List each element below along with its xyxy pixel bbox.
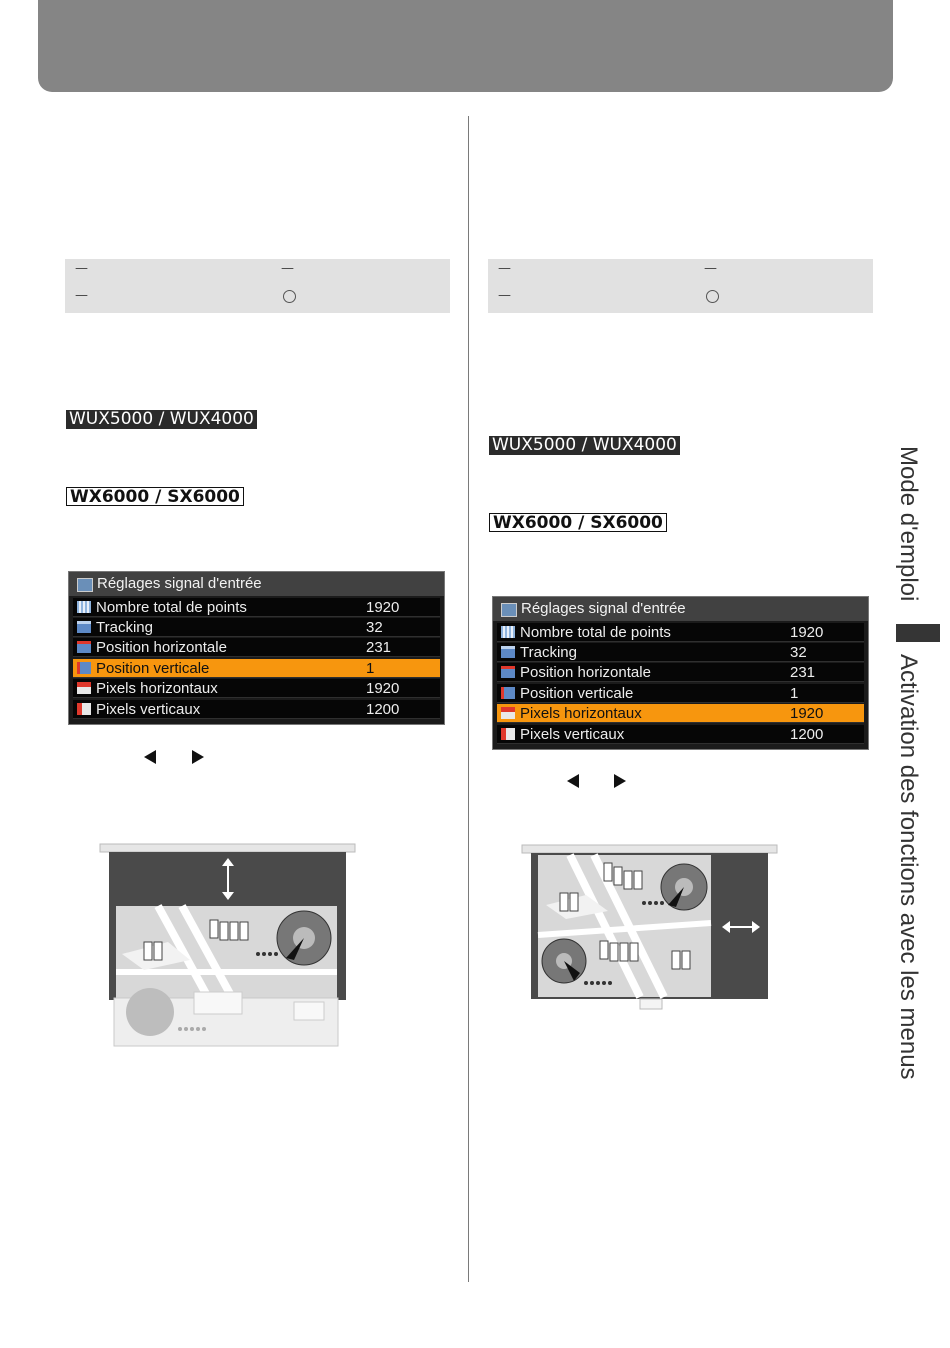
row-label: Position verticale bbox=[520, 685, 634, 702]
menu-title-bar bbox=[493, 597, 868, 621]
menu-row-total-points[interactable] bbox=[497, 623, 864, 642]
signal-settings-icon bbox=[501, 603, 517, 617]
vertical-pixels-icon bbox=[77, 703, 91, 715]
signal-settings-icon bbox=[77, 578, 93, 592]
horizontal-pixels-icon bbox=[77, 682, 91, 694]
right-availability-table bbox=[488, 259, 873, 313]
right-table-r2c1: — bbox=[498, 288, 511, 303]
row-label: Pixels verticaux bbox=[520, 726, 625, 743]
menu-row-horizontal-pixels[interactable] bbox=[73, 679, 440, 698]
points-icon bbox=[77, 601, 91, 613]
menu-row-vertical-pixels[interactable] bbox=[73, 700, 440, 719]
menu-row-vertical-pixels[interactable] bbox=[497, 725, 864, 744]
column-divider bbox=[468, 116, 469, 1282]
left-model-badge-wux: WUX5000 / WUX4000 bbox=[66, 410, 257, 429]
row-value: 1200 bbox=[366, 701, 400, 718]
right-arrow-icon bbox=[614, 774, 626, 788]
left-arrow-icon bbox=[567, 774, 579, 788]
horizontal-position-icon bbox=[77, 641, 91, 653]
row-label: Pixels verticaux bbox=[96, 701, 201, 718]
row-label: Pixels horizontaux bbox=[520, 705, 642, 722]
available-circle-icon bbox=[706, 290, 719, 303]
left-arrow-icon bbox=[144, 750, 156, 764]
side-tabs bbox=[886, 446, 938, 1106]
row-value: 32 bbox=[790, 644, 807, 661]
left-table-r1c1: — bbox=[75, 261, 88, 276]
menu-row-horizontal-position[interactable] bbox=[73, 638, 440, 657]
right-input-signal-menu bbox=[492, 596, 869, 750]
row-value: 1920 bbox=[366, 680, 400, 697]
menu-row-total-points[interactable] bbox=[73, 598, 440, 617]
vertical-position-icon bbox=[501, 687, 515, 699]
tracking-icon bbox=[77, 621, 91, 633]
right-arrow-icon bbox=[192, 750, 204, 764]
menu-row-tracking[interactable] bbox=[73, 618, 440, 637]
right-table-r1c1: — bbox=[498, 261, 511, 276]
menu-row-vertical-position[interactable] bbox=[497, 684, 864, 703]
menu-row-tracking[interactable] bbox=[497, 643, 864, 662]
right-model-badge-wx: WX6000 / SX6000 bbox=[489, 513, 667, 532]
row-label: Position horizontale bbox=[96, 639, 227, 656]
left-availability-table bbox=[65, 259, 450, 313]
horizontal-pixels-illustration bbox=[520, 843, 782, 1015]
points-icon bbox=[501, 626, 515, 638]
row-value: 1920 bbox=[366, 599, 400, 616]
side-tab-menus[interactable]: Activation des fonctions avec les menus bbox=[895, 654, 922, 1080]
available-circle-icon bbox=[283, 290, 296, 303]
row-label: Position verticale bbox=[96, 660, 210, 677]
tracking-icon bbox=[501, 646, 515, 658]
row-label: Tracking bbox=[96, 619, 153, 636]
row-value: 32 bbox=[366, 619, 383, 636]
row-label: Tracking bbox=[520, 644, 577, 661]
menu-row-vertical-position[interactable] bbox=[73, 659, 440, 678]
vertical-pixels-icon bbox=[501, 728, 515, 740]
menu-row-horizontal-position[interactable] bbox=[497, 663, 864, 682]
row-value: 231 bbox=[790, 664, 816, 681]
side-tab-mode-emploi[interactable]: Mode d'emploi bbox=[895, 446, 922, 602]
menu-title: Réglages signal d'entrée bbox=[97, 575, 262, 592]
menu-title: Réglages signal d'entrée bbox=[521, 600, 686, 617]
row-value: 1920 bbox=[790, 705, 824, 722]
row-value: 1 bbox=[366, 660, 375, 677]
row-label: Nombre total de points bbox=[96, 599, 247, 616]
row-value: 231 bbox=[366, 639, 392, 656]
menu-row-horizontal-pixels[interactable] bbox=[497, 704, 864, 723]
right-model-badge-wux: WUX5000 / WUX4000 bbox=[489, 436, 680, 455]
right-table-r1c2: — bbox=[704, 261, 717, 276]
row-value: 1200 bbox=[790, 726, 824, 743]
side-tab-separator bbox=[896, 624, 940, 642]
menu-title-bar bbox=[69, 572, 444, 596]
chapter-header-band bbox=[38, 0, 893, 92]
row-label: Position horizontale bbox=[520, 664, 651, 681]
vertical-position-icon bbox=[77, 662, 91, 674]
row-label: Pixels horizontaux bbox=[96, 680, 218, 697]
left-table-r1c2: — bbox=[281, 261, 294, 276]
left-input-signal-menu bbox=[68, 571, 445, 725]
horizontal-pixels-icon bbox=[501, 707, 515, 719]
horizontal-position-icon bbox=[501, 666, 515, 678]
row-value: 1 bbox=[790, 685, 799, 702]
left-table-r2c1: — bbox=[75, 288, 88, 303]
row-value: 1920 bbox=[790, 624, 824, 641]
left-model-badge-wx: WX6000 / SX6000 bbox=[66, 487, 244, 506]
row-label: Nombre total de points bbox=[520, 624, 671, 641]
vertical-shift-illustration bbox=[98, 842, 360, 1052]
